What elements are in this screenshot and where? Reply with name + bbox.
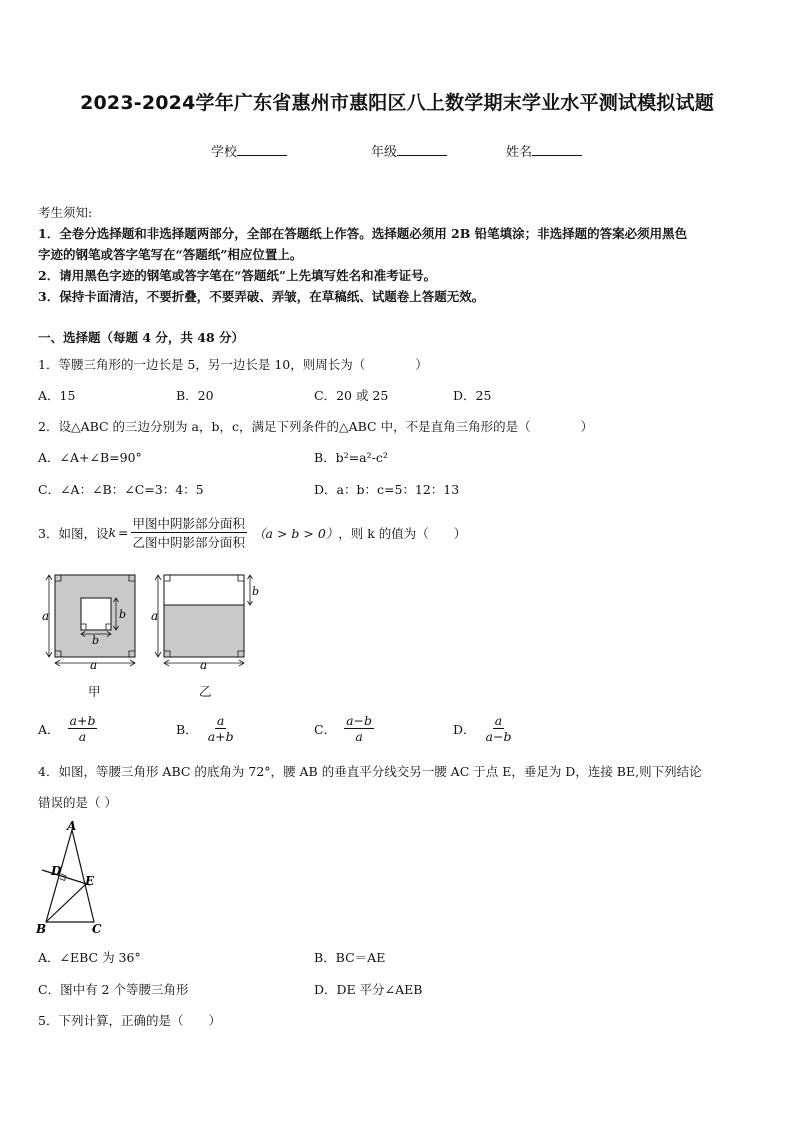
q3-option-d-letter: D． bbox=[453, 721, 476, 737]
q2-option-d: D．a：b：c=5：12：13 bbox=[314, 482, 460, 497]
section-heading: 一、选择题（每题 4 分，共 48 分） bbox=[38, 330, 245, 345]
page-title: 2023-2024学年广东省惠州市惠阳区八上数学期末学业水平测试模拟试题 bbox=[80, 92, 714, 114]
q3-option-d bbox=[453, 713, 513, 744]
q4-label-E: E bbox=[85, 874, 95, 888]
q4-label-C: C bbox=[92, 922, 102, 936]
q3-fraction bbox=[131, 514, 248, 551]
q3-option-d-den: a−b bbox=[485, 729, 512, 744]
q3-figure-jia bbox=[38, 570, 148, 670]
q2-option-b: B．b²=a²-c² bbox=[314, 450, 388, 465]
q3-condition: （a > b > 0） bbox=[253, 525, 339, 541]
q1-stem: 1．等腰三角形的一边长是 5，另一边长是 10，则周长为（ ） bbox=[38, 357, 428, 372]
q3-k: k bbox=[108, 525, 117, 540]
name-blank bbox=[532, 143, 582, 156]
q3-option-a-den: a bbox=[78, 729, 87, 744]
q4-label-A: A bbox=[67, 819, 77, 833]
q3-prefix: 3．如图，设 bbox=[38, 525, 109, 541]
q3-option-b-letter: B． bbox=[176, 721, 198, 737]
grade-field bbox=[371, 141, 447, 160]
q3-label-jia: 甲 bbox=[88, 684, 101, 699]
q3-option-c-frac bbox=[344, 713, 374, 744]
q3-fraction-den: 乙图中阴影部分面积 bbox=[132, 535, 246, 550]
jia-label-b-bottom: b bbox=[92, 634, 100, 647]
q4-option-d: D．DE 平分∠AEB bbox=[314, 982, 423, 997]
grade-label: 年级 bbox=[371, 145, 398, 160]
q3-option-c-letter: C． bbox=[314, 721, 337, 737]
notice-item-1a: 1．全卷分选择题和非选择题两部分，全部在答题纸上作答。选择题必须用 2B 铅笔填涂；非选择题的答案必须用黑色 bbox=[38, 226, 688, 241]
q3-fraction-num: 甲图中阴影部分面积 bbox=[132, 516, 246, 531]
notice-item-1b: 字迹的钢笔或答字笔写在“答题纸”相应位置上。 bbox=[38, 247, 303, 262]
yi-label-b-right: b bbox=[252, 585, 260, 598]
school-field bbox=[211, 141, 287, 160]
name-field bbox=[506, 141, 582, 160]
school-blank bbox=[237, 143, 287, 156]
q3-option-a bbox=[38, 713, 97, 744]
q3-figure-yi bbox=[148, 570, 268, 670]
jia-label-b-right: b bbox=[119, 608, 127, 621]
q1-option-c: C．20 或 25 bbox=[314, 388, 389, 403]
q4-option-a: A．∠EBC 为 36° bbox=[38, 950, 141, 965]
q1-option-b: B．20 bbox=[176, 388, 214, 403]
q5-stem: 5．下列计算，正确的是（ ） bbox=[38, 1013, 221, 1028]
notice-item-2: 2．请用黑色字迹的钢笔或答字笔在“答题纸”上先填写姓名和准考证号。 bbox=[38, 268, 437, 283]
q3-option-a-letter: A． bbox=[38, 721, 60, 737]
notice-heading: 考生须知: bbox=[38, 205, 93, 220]
q3-option-a-frac bbox=[68, 713, 98, 744]
name-label: 姓名 bbox=[506, 145, 533, 160]
yi-label-a-bottom: a bbox=[200, 658, 208, 670]
jia-label-a-left: a bbox=[42, 609, 50, 623]
q4-option-c: C．图中有 2 个等腰三角形 bbox=[38, 982, 189, 997]
q3-option-d-num: a bbox=[494, 713, 503, 728]
q3-label-yi: 乙 bbox=[199, 684, 212, 699]
q4-label-B: B bbox=[36, 922, 47, 936]
q2-option-a: A．∠A+∠B=90° bbox=[38, 450, 142, 465]
q3-option-b-num: a bbox=[216, 713, 225, 728]
q2-stem: 2．设△ABC 的三边分别为 a，b，c，满足下列条件的△ABC 中，不是直角三角形的是（ ） bbox=[38, 419, 594, 434]
q3-option-d-frac bbox=[484, 713, 514, 744]
q3-option-c-den: a bbox=[355, 729, 363, 744]
q3-stem bbox=[38, 514, 466, 551]
grade-blank bbox=[397, 143, 447, 156]
q4-stem-line1: 4．如图，等腰三角形 ABC 的底角为 72°，腰 AB 的垂直平分线交另一腰 AC 于点 E，垂足为 D，连接 BE,则下列结论 bbox=[38, 764, 702, 779]
q3-eq: = bbox=[118, 525, 129, 540]
school-label: 学校 bbox=[211, 145, 238, 160]
q3-option-c bbox=[314, 713, 374, 744]
q1-option-d: D．25 bbox=[453, 388, 492, 403]
jia-label-a-bottom: a bbox=[90, 658, 98, 670]
q4-stem-line2: 错误的是（ ） bbox=[38, 795, 117, 810]
q3-option-b-frac bbox=[206, 713, 236, 744]
q4-triangle-figure bbox=[34, 818, 114, 936]
q2-option-c: C．∠A：∠B：∠C=3：4：5 bbox=[38, 482, 204, 497]
q4-label-D: D bbox=[51, 864, 62, 878]
q1-option-a: A．15 bbox=[38, 388, 76, 403]
q3-option-b bbox=[176, 713, 236, 744]
yi-label-a-left: a bbox=[151, 609, 159, 623]
q3-option-c-num: a−b bbox=[346, 713, 373, 728]
q4-option-b: B．BC＝AE bbox=[314, 950, 386, 965]
q3-option-b-den: a+b bbox=[207, 729, 234, 744]
notice-item-3: 3．保持卡面清洁，不要折叠，不要弄破、弄皱，在草稿纸、试题卷上答题无效。 bbox=[38, 289, 485, 304]
q3-option-a-num: a+b bbox=[69, 713, 96, 728]
q3-suffix: ，则 k 的值为（ ） bbox=[338, 525, 467, 541]
